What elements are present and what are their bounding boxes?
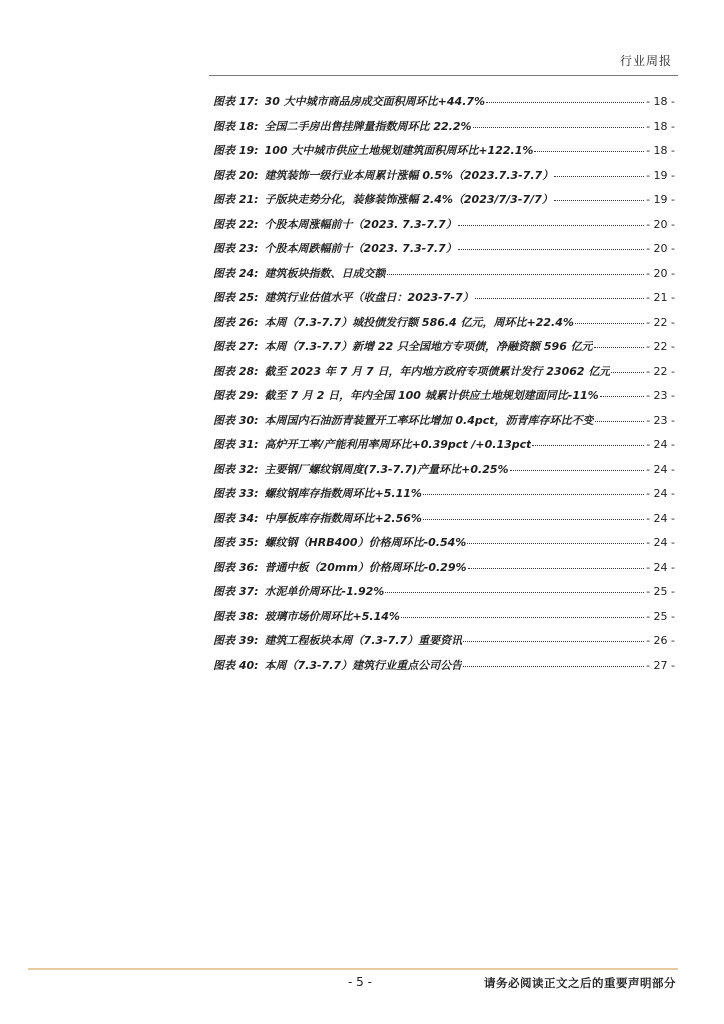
figure-title: 螺纹钢库存指数周环比+5.11%	[264, 487, 422, 500]
figure-number: 图表 32:	[213, 462, 259, 476]
figure-title: 个股本周跌幅前十（2023. 7.3-7.7）	[264, 242, 457, 255]
report-type-label: 行业周报	[619, 54, 672, 68]
figure-title: 本周国内石油沥青装置开工率环比增加 0.4pct，沥青库存环比不变	[264, 413, 594, 427]
figure-index-list	[213, 93, 675, 681]
toc-entry[interactable]	[213, 387, 675, 412]
toc-entry[interactable]	[213, 118, 675, 143]
toc-entry[interactable]	[213, 363, 675, 388]
figure-number: 图表 23:	[213, 242, 259, 255]
page-reference: - 19 -	[646, 193, 675, 206]
page-reference: - 23 -	[646, 389, 675, 402]
figure-title: 子版块走势分化，装修装饰涨幅 2.4%（2023/7/3-7/7）	[264, 193, 553, 206]
figure-number: 图表 27:	[213, 340, 259, 353]
figure-number: 图表 22:	[213, 217, 259, 231]
toc-entry[interactable]	[213, 191, 675, 216]
figure-title: 水泥单价周环比-1.92%	[264, 585, 385, 598]
toc-entry[interactable]	[213, 142, 675, 167]
page-reference: - 20 -	[646, 242, 675, 255]
toc-entry[interactable]	[213, 436, 675, 461]
disclaimer-note: 请务必阅读正文之后的重要声明部分	[484, 976, 676, 990]
figure-number: 图表 28:	[213, 364, 259, 378]
page-reference: - 24 -	[646, 536, 675, 549]
page-reference: - 24 -	[646, 487, 675, 500]
toc-entry[interactable]	[213, 338, 675, 363]
dot-leader	[423, 518, 644, 520]
toc-entry[interactable]	[213, 608, 675, 633]
figure-title: 全国二手房出售挂牌量指数周环比 22.2%	[264, 119, 472, 133]
dot-leader	[475, 297, 644, 299]
dot-leader	[458, 248, 644, 250]
page-reference: - 22 -	[646, 364, 675, 378]
figure-title: 建筑工程板块本周（7.3-7.7）重要资讯	[264, 634, 463, 647]
page-reference: - 20 -	[646, 266, 675, 280]
dot-leader	[595, 420, 645, 422]
header-divider	[209, 75, 678, 76]
page-reference: - 18 -	[646, 144, 675, 157]
page-reference: - 24 -	[646, 462, 675, 476]
dot-leader	[473, 126, 645, 128]
figure-number: 图表 34:	[213, 511, 259, 525]
page-reference: - 26 -	[646, 634, 675, 647]
dot-leader	[387, 273, 645, 275]
figure-title: 建筑装饰一级行业本周累计涨幅 0.5%（2023.7.3-7.7）	[264, 168, 554, 182]
dot-leader	[510, 469, 645, 471]
dot-leader	[575, 322, 644, 324]
page-reference: - 20 -	[646, 217, 675, 231]
page-reference: - 25 -	[646, 609, 675, 623]
page-reference: - 27 -	[646, 658, 675, 672]
figure-title: 30 大中城市商品房成交面积周环比+44.7%	[264, 95, 486, 108]
dot-leader	[554, 199, 644, 201]
figure-number: 图表 35:	[213, 536, 259, 549]
figure-title: 螺纹钢（HRB400）价格周环比-0.54%	[264, 536, 467, 549]
toc-entry[interactable]	[213, 485, 675, 510]
footer-divider	[28, 968, 678, 970]
figure-number: 图表 21:	[213, 193, 259, 206]
dot-leader	[554, 175, 644, 177]
dot-leader	[594, 346, 644, 348]
dot-leader	[486, 101, 644, 103]
figure-number: 图表 25:	[213, 291, 259, 304]
figure-number: 图表 19:	[213, 144, 259, 157]
dot-leader	[534, 150, 644, 152]
toc-entry[interactable]	[213, 167, 675, 192]
toc-entry[interactable]	[213, 559, 675, 584]
figure-number: 图表 39:	[213, 634, 259, 647]
dot-leader	[423, 493, 644, 495]
page-reference: - 22 -	[646, 315, 675, 329]
figure-title: 本周（7.3-7.7）建筑行业重点公司公告	[264, 658, 463, 672]
toc-entry[interactable]	[213, 534, 675, 559]
page-reference: - 24 -	[646, 560, 675, 574]
figure-title: 建筑板块指数、日成交额	[264, 266, 386, 280]
toc-entry[interactable]	[213, 632, 675, 657]
figure-number: 图表 40:	[213, 658, 259, 672]
figure-title: 高炉开工率/产能利用率周环比+0.39pct /+0.13pct	[264, 438, 532, 451]
figure-title: 截至 2023 年 7 月 7 日，年内地方政府专项债累计发行 23062 亿元	[264, 364, 611, 378]
toc-entry[interactable]	[213, 314, 675, 339]
dot-leader	[611, 371, 644, 373]
figure-number: 图表 26:	[213, 315, 259, 329]
page-reference: - 19 -	[646, 168, 675, 182]
toc-entry[interactable]	[213, 657, 675, 682]
figure-number: 图表 30:	[213, 413, 259, 427]
figure-number: 图表 18:	[213, 119, 259, 133]
figure-title: 本周（7.3-7.7）新增 22 只全国地方专项债，净融资额 596 亿元	[264, 340, 593, 353]
figure-number: 图表 29:	[213, 389, 259, 402]
toc-entry[interactable]	[213, 265, 675, 290]
toc-entry[interactable]	[213, 583, 675, 608]
figure-title: 截至 7 月 2 日，年内全国 100 城累计供应土地规划建面同比-11%	[264, 389, 599, 402]
dot-leader	[401, 616, 644, 618]
figure-number: 图表 36:	[213, 560, 259, 574]
page-reference: - 23 -	[646, 413, 675, 427]
toc-entry[interactable]	[213, 289, 675, 314]
dot-leader	[468, 567, 645, 569]
figure-title: 主要钢厂螺纹钢周度(7.3-7.7)产量环比+0.25%	[264, 462, 509, 476]
figure-title: 普通中板（20mm）价格周环比-0.29%	[264, 560, 467, 574]
figure-number: 图表 31:	[213, 438, 259, 451]
toc-entry[interactable]	[213, 461, 675, 486]
figure-title: 100 大中城市供应土地规划建筑面积周环比+122.1%	[264, 144, 534, 157]
toc-entry[interactable]	[213, 412, 675, 437]
figure-number: 图表 20:	[213, 168, 259, 182]
figure-number: 图表 24:	[213, 266, 259, 280]
page-reference: - 18 -	[646, 95, 675, 108]
dot-leader	[532, 444, 644, 446]
toc-entry[interactable]	[213, 216, 675, 241]
dot-leader	[600, 395, 644, 397]
page-reference: - 22 -	[646, 340, 675, 353]
page-reference: - 21 -	[646, 291, 675, 304]
figure-number: 图表 38:	[213, 609, 259, 623]
dot-leader	[463, 665, 644, 667]
dot-leader	[458, 224, 644, 226]
toc-entry[interactable]	[213, 93, 675, 118]
figure-number: 图表 17:	[213, 95, 259, 108]
page-reference: - 24 -	[646, 511, 675, 525]
figure-number: 图表 33:	[213, 487, 259, 500]
page-reference: - 24 -	[646, 438, 675, 451]
figure-number: 图表 37:	[213, 585, 259, 598]
page-reference: - 18 -	[646, 119, 675, 133]
figure-title: 玻璃市场价周环比+5.14%	[264, 609, 400, 623]
page-reference: - 25 -	[646, 585, 675, 598]
toc-entry[interactable]	[213, 240, 675, 265]
dot-leader	[467, 542, 644, 544]
page-number: - 5 -	[348, 975, 372, 989]
toc-entry[interactable]	[213, 510, 675, 535]
figure-title: 建筑行业估值水平（收盘日：2023-7-7）	[264, 291, 474, 304]
figure-title: 个股本周涨幅前十（2023. 7.3-7.7）	[264, 217, 457, 231]
dot-leader	[385, 591, 644, 593]
dot-leader	[463, 640, 644, 642]
figure-title: 中厚板库存指数周环比+2.56%	[264, 511, 422, 525]
figure-title: 本周（7.3-7.7）城投债发行额 586.4 亿元，周环比+22.4%	[264, 315, 574, 329]
